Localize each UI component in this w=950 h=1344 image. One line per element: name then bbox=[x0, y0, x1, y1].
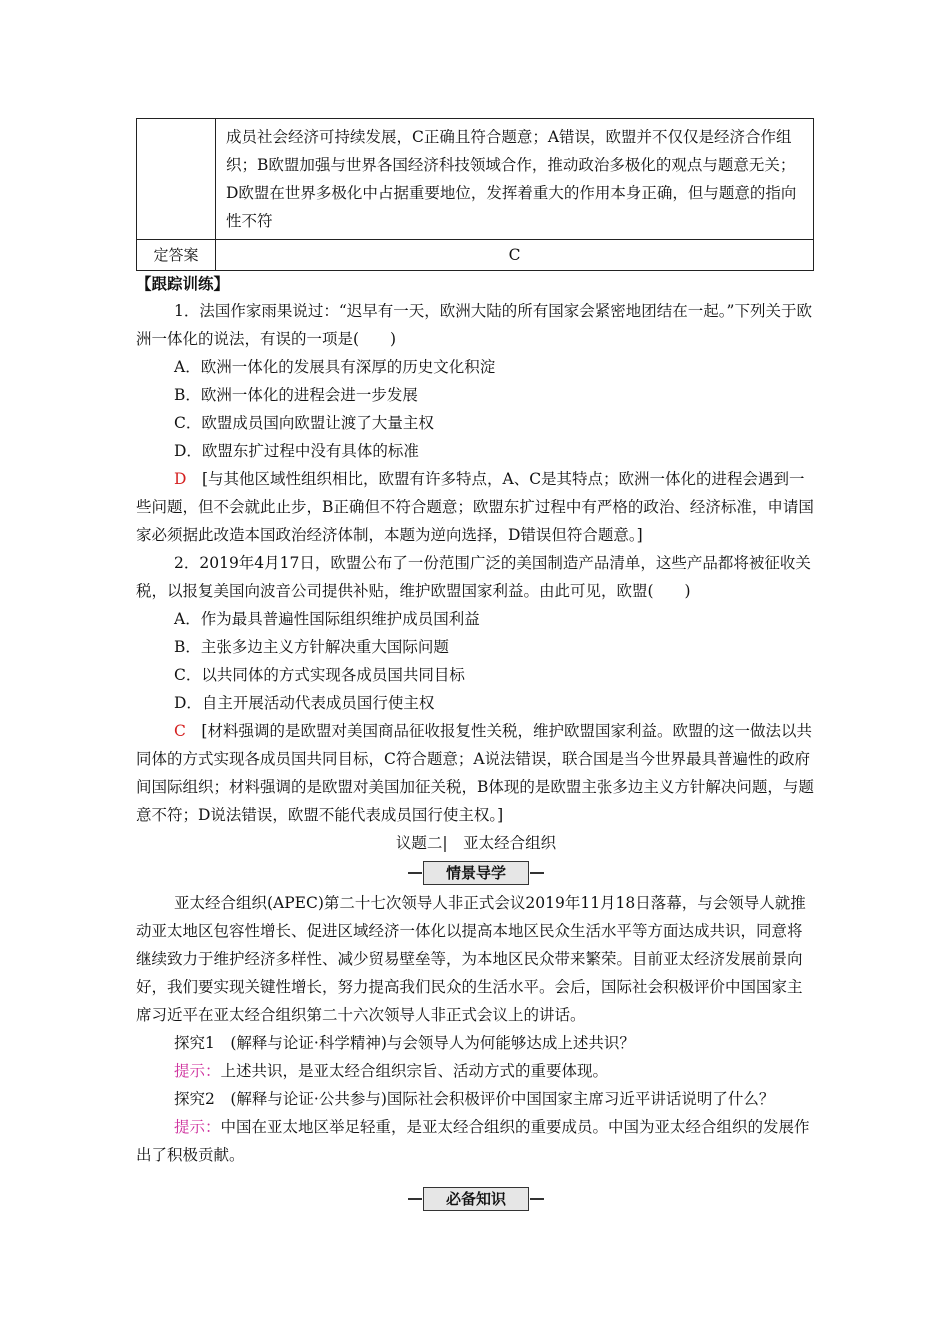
question-2-option-a: A．作为最具普遍性国际组织维护成员国利益 bbox=[174, 610, 480, 628]
training-heading: 【跟踪训练】 bbox=[136, 274, 230, 293]
analysis-text: 成员社会经济可持续发展，C正确且符合题意；A错误，欧盟并不仅仅是经济合作组织；B欧盟加强与世界各国经济科技领域合作，推动政治多极化的观点与题意无关；D欧盟在世界多极化中占据重要地位，发挥着重大的作用本身正确，但与题意的指向性不符 bbox=[216, 119, 814, 240]
question-2-explanation bbox=[136, 717, 816, 829]
explore-2: 探究2 (解释与论证·公共参与)国际社会积极评价中国国家主席习近平讲话说明了什么？ bbox=[174, 1090, 775, 1108]
topic-2-title: 议题二| 亚太经合组织 bbox=[395, 834, 557, 852]
question-1-option-b: B．欧洲一体化的进程会进一步发展 bbox=[174, 386, 418, 404]
hint-label: 提示： bbox=[174, 1062, 221, 1080]
question-1-explanation bbox=[136, 465, 816, 549]
section-banner bbox=[136, 1183, 816, 1215]
banner-essential-knowledge: 必备知识 bbox=[423, 1187, 529, 1211]
hint-2 bbox=[136, 1113, 816, 1169]
section-banner bbox=[136, 857, 816, 889]
table-label-cell-empty bbox=[137, 119, 216, 240]
intro-paragraph: 亚太经合组织(APEC)第二十七次领导人非正式会议2019年11月18日落幕，与会领导人就推动亚太地区包容性增长、促进区域经济一体化以提高本地区民众生活水平等方面达成共识，同意将继续致力于维护经济多样性、减少贸易壁垒等，为本地区民众带来繁荣。目前亚太经济发展前景向好，我们要实现关键性增长，努力提高我们民众的生活水平。会后，国际社会积极评价中国国家主席习近平在亚太经合组织第二十六次领导人非正式会议上的讲话。 bbox=[136, 894, 806, 1024]
table-row bbox=[137, 240, 814, 271]
hint-1-text: 上述共识，是亚太经合组织宗旨、活动方式的重要体现。 bbox=[220, 1062, 609, 1080]
document-page bbox=[136, 118, 816, 1215]
question-1-answer: D bbox=[174, 470, 187, 488]
question-1-option-d: D．欧盟东扩过程中没有具体的标准 bbox=[174, 442, 419, 460]
question-2-explanation-text: [材料强调的是欧盟对美国商品征收报复性关税，维护欧盟国家利益。欧盟的这一做法以共同体的方式实现各成员国共同目标，C符合题意；A说法错误，联合国是当今世界最具普遍性的政府间国际组织；材料强调的是欧盟对美国加征关税，B体现的是欧盟主张多边主义方针解决问题，与题意不符；D说法错误，欧盟不能代表成员国行使主权。] bbox=[136, 722, 814, 824]
explore-1: 探究1 (解释与论证·科学精神)与会领导人为何能够达成上述共识？ bbox=[174, 1034, 635, 1052]
question-1-option-a: A．欧洲一体化的发展具有深厚的历史文化积淀 bbox=[174, 358, 496, 376]
banner-scenario-guide: 情景导学 bbox=[423, 861, 529, 885]
question-2-option-b: B．主张多边主义方针解决重大国际问题 bbox=[174, 638, 449, 656]
answer-value: C bbox=[216, 240, 814, 271]
question-1-stem: 1．法国作家雨果说过：“迟早有一天，欧洲大陆的所有国家会紧密地团结在一起。”下列关于欧洲一体化的说法，有误的一项是( ) bbox=[136, 302, 812, 348]
answer-label: 定答案 bbox=[137, 240, 216, 271]
question-2-option-c: C．以共同体的方式实现各成员国共同目标 bbox=[174, 666, 465, 684]
question-2-answer: C bbox=[174, 722, 186, 740]
hint-2-text: 中国在亚太地区举足轻重，是亚太经合组织的重要成员。中国为亚太经合组织的发展作出了积极贡献。 bbox=[136, 1118, 810, 1164]
hint-1 bbox=[136, 1057, 816, 1085]
answer-table bbox=[136, 118, 814, 271]
hint-label: 提示： bbox=[174, 1118, 221, 1136]
question-2-option-d: D．自主开展活动代表成员国行使主权 bbox=[174, 694, 435, 712]
table-row bbox=[137, 119, 814, 240]
question-1-explanation-text: [与其他区域性组织相比，欧盟有许多特点，A、C是其特点；欧洲一体化的进程会遇到一些问题，但不会就此止步，B正确但不符合题意；欧盟东扩过程中有严格的政治、经济标准，申请国家必须据此改造本国政治经济体制，本题为逆向选择，D错误但符合题意。] bbox=[136, 470, 814, 544]
question-1-option-c: C．欧盟成员国向欧盟让渡了大量主权 bbox=[174, 414, 434, 432]
question-2-stem: 2．2019年4月17日，欧盟公布了一份范围广泛的美国制造产品清单，这些产品都将被征收关税，以报复美国向波音公司提供补贴，维护欧盟国家利益。由此可见，欧盟( ) bbox=[136, 554, 811, 600]
